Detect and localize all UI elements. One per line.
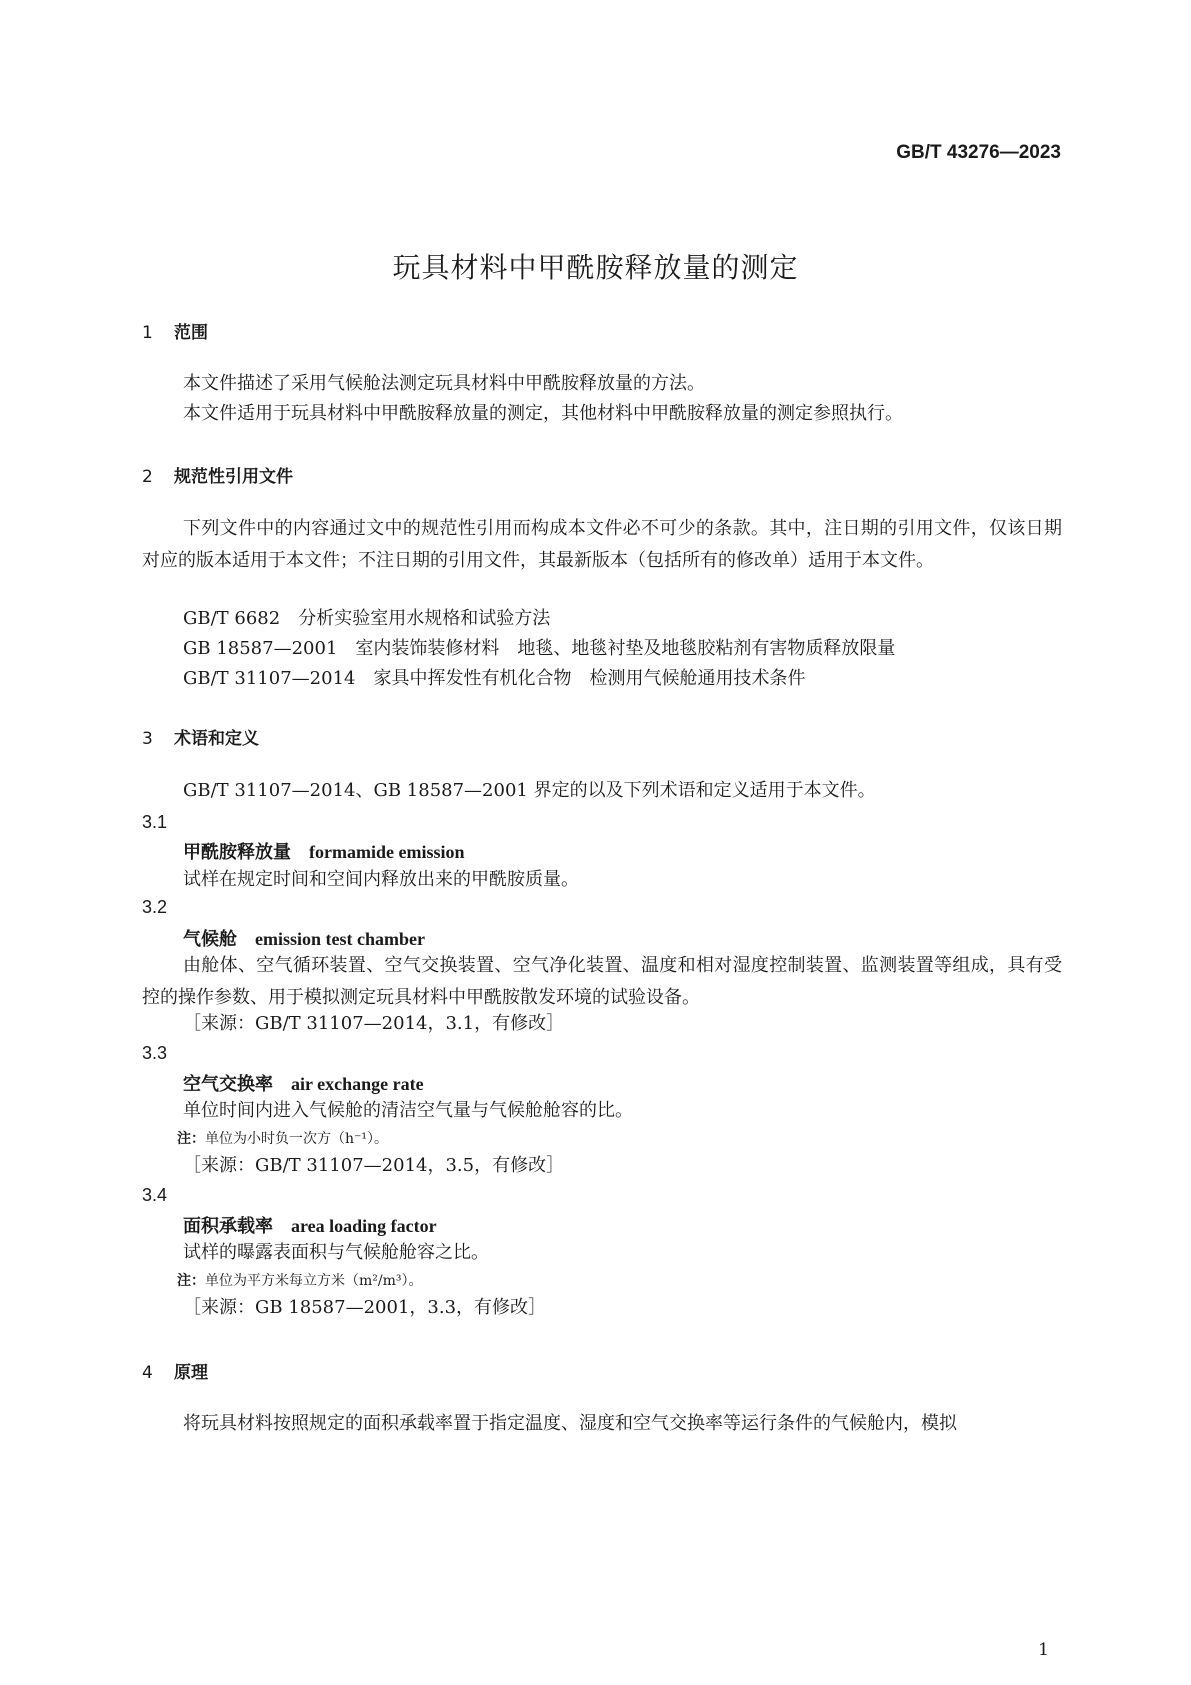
term-number: 3.4 [142, 1185, 168, 1205]
term-zh: 甲酰胺释放量 [183, 842, 291, 863]
term-en: emission test chamber [255, 929, 425, 949]
term-heading [183, 1070, 424, 1096]
reference-title: 分析实验室用水规格和试验方法 [298, 608, 551, 629]
term-source: ［来源：GB/T 31107—2014，3.1，有修改］ [183, 1013, 565, 1034]
term-heading [183, 1212, 437, 1238]
term-definition: 单位时间内进入气候舱的清洁空气量与气候舱舱容的比。 [183, 1100, 633, 1121]
section-number: 1 [142, 323, 153, 343]
reference-item [183, 663, 805, 695]
note-label: 注： [177, 1273, 205, 1289]
note-text: 单位为平方米每立方米（m²/m³）。 [205, 1273, 423, 1289]
section-1-heading [142, 318, 208, 343]
term-source: ［来源：GB 18587—2001，3.3，有修改］ [183, 1297, 547, 1318]
paragraph: 本文件适用于玩具材料中甲酰胺释放量的测定，其他材料中甲酰胺释放量的测定参照执行。 [183, 403, 903, 424]
term-en: air exchange rate [291, 1074, 424, 1094]
term-definition: 由舱体、空气循环装置、空气交换装置、空气净化装置、温度和相对湿度控制装置、监测装置等组成，具有受控的操作参数、用于模拟测定玩具材料中甲酰胺散发环境的试验设备。 [142, 955, 1062, 1008]
term-zh: 空气交换率 [183, 1074, 273, 1095]
paragraph: 将玩具材料按照规定的面积承载率置于指定温度、湿度和空气交换率等运行条件的气候舱内，模拟 [183, 1413, 957, 1434]
paragraph: 本文件描述了采用气候舱法测定玩具材料中甲酰胺释放量的方法。 [183, 373, 705, 394]
term-number: 3.1 [142, 812, 168, 832]
term-heading [183, 925, 425, 951]
standard-number: GB/T 43276—2023 [896, 142, 1061, 163]
reference-code: GB 18587—2001 [183, 638, 338, 659]
term-number: 3.2 [142, 897, 168, 917]
section-title: 规范性引用文件 [174, 467, 293, 487]
reference-title: 室内装饰装修材料 地毯、地毯衬垫及地毯胶粘剂有害物质释放限量 [355, 638, 896, 659]
section-title: 原理 [174, 1363, 208, 1383]
term-en: area loading factor [291, 1216, 437, 1236]
section-number: 4 [142, 1363, 153, 1383]
page-number: 1 [1038, 1640, 1049, 1660]
reference-item [183, 603, 550, 635]
reference-item [183, 633, 895, 665]
term-definition: 试样的曝露表面积与气候舱舱容之比。 [183, 1242, 489, 1263]
term-zh: 面积承载率 [183, 1216, 273, 1237]
term-note [177, 1270, 423, 1290]
paragraph: GB/T 31107—2014、GB 18587—2001 界定的以及下列术语和定义适用于本文件。 [183, 780, 876, 801]
section-number: 2 [142, 467, 153, 487]
section-2-heading [142, 462, 293, 487]
term-heading [183, 838, 464, 864]
term-source: ［来源：GB/T 31107—2014，3.5，有修改］ [183, 1155, 565, 1176]
reference-code: GB/T 31107—2014 [183, 668, 356, 689]
section-title: 范围 [174, 323, 208, 343]
term-en: formamide emission [309, 842, 465, 862]
note-text: 单位为小时负一次方（h⁻¹）。 [205, 1131, 389, 1147]
term-definition: 试样在规定时间和空间内释放出来的甲酰胺质量。 [183, 869, 579, 890]
paragraph: 下列文件中的内容通过文中的规范性引用而构成本文件必不可少的条款。其中，注日期的引用文件，仅该日期对应的版本适用于本文件；不注日期的引用文件，其最新版本（包括所有的修改单）适用于本文件。 [142, 518, 1062, 571]
term-zh: 气候舱 [183, 929, 237, 950]
document-title: 玩具材料中甲酰胺释放量的测定 [392, 251, 799, 284]
section-4-heading [142, 1358, 208, 1383]
term-number: 3.3 [142, 1043, 168, 1063]
note-label: 注： [177, 1131, 205, 1147]
section-title: 术语和定义 [174, 729, 259, 749]
term-note [177, 1128, 388, 1148]
section-number: 3 [142, 729, 153, 749]
section-3-heading [142, 724, 259, 749]
reference-title: 家具中挥发性有机化合物 检测用气候舱通用技术条件 [373, 668, 806, 689]
reference-code: GB/T 6682 [183, 608, 281, 629]
